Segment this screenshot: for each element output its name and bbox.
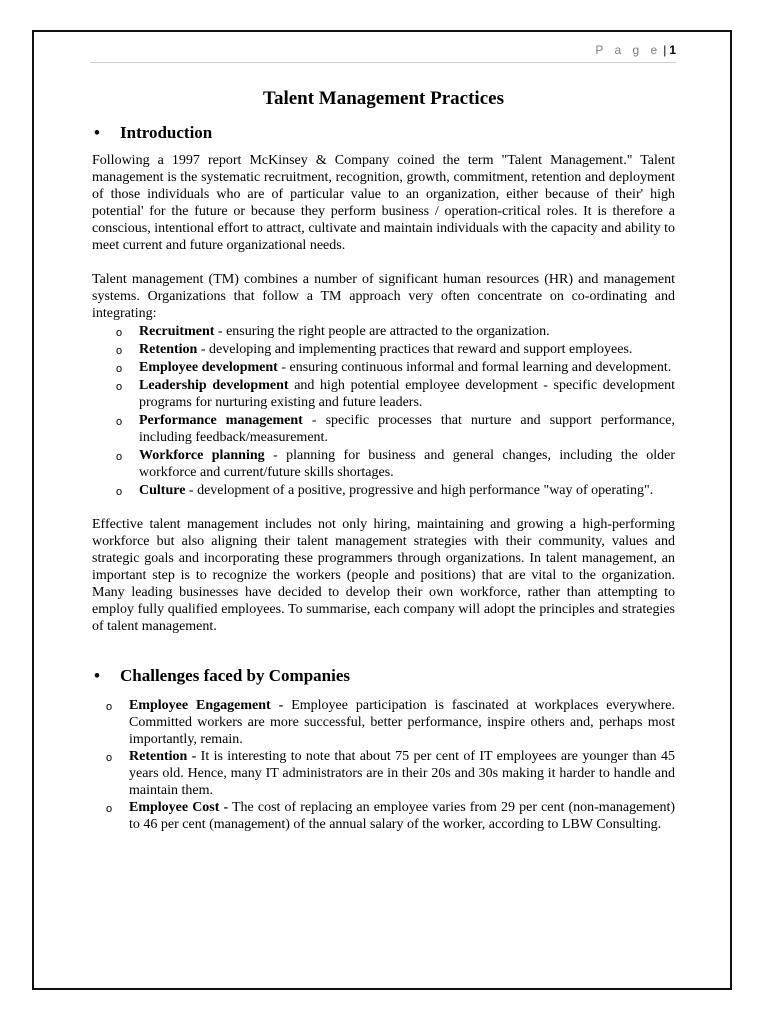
circle-bullet-icon: o (106, 752, 113, 764)
list-item-text: - developing and implementing practices that reward and support employees. (197, 342, 633, 357)
list-item-term: Employee Cost - (129, 800, 229, 815)
list-item-text: - development of a positive, progressive and high performance "way of operating". (185, 483, 654, 498)
list-item (116, 412, 675, 446)
circle-bullet-icon: o (116, 345, 123, 357)
list-item-text: The cost of replacing an employee varies from 29 per cent (non-management) to 46 per cent (management) of the annual salary of the worker, according to LBW Consulting. (129, 800, 675, 832)
section-heading-challenges (92, 665, 675, 687)
list-item-text: - ensuring the right people are attracted to the organization. (214, 324, 550, 339)
bullet-icon: • (94, 666, 100, 685)
list-item (116, 341, 675, 358)
list-item (116, 377, 675, 411)
challenges-list (106, 697, 675, 833)
circle-bullet-icon: o (116, 381, 123, 393)
page-number: 1 (669, 43, 676, 57)
list-item (106, 799, 675, 833)
section-heading-text: Introduction (120, 123, 213, 142)
intro-paragraph-2: Talent management (TM) combines a number of significant human resources (HR) and management systems. Organizations that follow a TM approach very often concentrate on co-ordinating and integrating: (92, 272, 675, 321)
list-item (106, 748, 675, 799)
list-item (116, 323, 675, 340)
bullet-icon: • (94, 123, 100, 142)
list-item-term: Retention - (129, 749, 197, 764)
list-item-term: Culture (139, 483, 186, 498)
intro-paragraph-1: Following a 1997 report McKinsey & Company coined the term "Talent Management." Talent management is the systematic recruitment, recognition, growth, commitment, retention and deployment of those individuals who are of particular value to an organization, either because of their' high potential' for the future or because they perform business / operation-critical roles. It is therefore a conscious, intentional effort to attract, cultivate and maintain individuals with the capacity and ability to meet current and future organizational needs. (92, 153, 675, 253)
circle-bullet-icon: o (116, 486, 123, 498)
circle-bullet-icon: o (116, 363, 123, 375)
list-item-text: Employee participation is fascinated at workplaces everywhere. Committed workers are more successful, better performance, inspire others and, perhaps most importantly, remain. (129, 698, 675, 747)
circle-bullet-icon: o (106, 701, 113, 713)
list-item (106, 697, 675, 748)
list-item-text: - planning for business and general changes, including the older workforce and current/future skills shortages. (139, 448, 675, 480)
list-item-term: Workforce planning (139, 448, 265, 463)
list-item-term: Employee Engagement - (129, 698, 284, 713)
intro-paragraph-3: Effective talent management includes not only hiring, maintaining and growing a high-performing workforce but also aligning their talent management strategies with their community, values and strategic goals and incorporating these programmers through organizations. In talent management, an important step is to recognize the workers (people and positions) that are vital to the organization. Many leading businesses have decided to develop their own workforce, rather than attempting to employ fully qualified employees. To summarise, each company will adopt the principles and strategies of talent management. (92, 517, 675, 634)
list-item-term: Recruitment (139, 324, 215, 339)
circle-bullet-icon: o (116, 327, 123, 339)
list-item-term: Employee development (139, 360, 278, 375)
list-item-text: - ensuring continuous informal and formal learning and development. (277, 360, 672, 375)
list-item (116, 447, 675, 481)
circle-bullet-icon: o (106, 803, 113, 815)
header-separator: | (663, 43, 667, 57)
list-item (116, 482, 675, 499)
document-body (92, 86, 675, 833)
list-item-text: It is interesting to note that about 75 per cent of IT employees are younger than 45 years old. Hence, many IT administrators are in their 20s and 30s making it harder to handle and maintain them. (129, 749, 675, 798)
circle-bullet-icon: o (116, 451, 123, 463)
section-heading-introduction (92, 122, 675, 144)
page-label: P a g e (595, 43, 662, 57)
list-item-term: Performance management (139, 413, 303, 428)
list-item (116, 359, 675, 376)
section-heading-text: Challenges faced by Companies (120, 666, 350, 685)
list-item-term: Retention (139, 342, 198, 357)
circle-bullet-icon: o (116, 416, 123, 428)
list-item-term: Leadership development (139, 378, 289, 393)
list-item-text: - specific processes that nurture and support performance, including feedback/measurement. (139, 413, 675, 445)
tm-systems-list (116, 323, 675, 499)
list-item-text: and high potential employee development - specific development programs for nurturing existing and future leaders. (139, 378, 676, 410)
page-header (90, 40, 676, 63)
document-title: Talent Management Practices (263, 88, 504, 109)
